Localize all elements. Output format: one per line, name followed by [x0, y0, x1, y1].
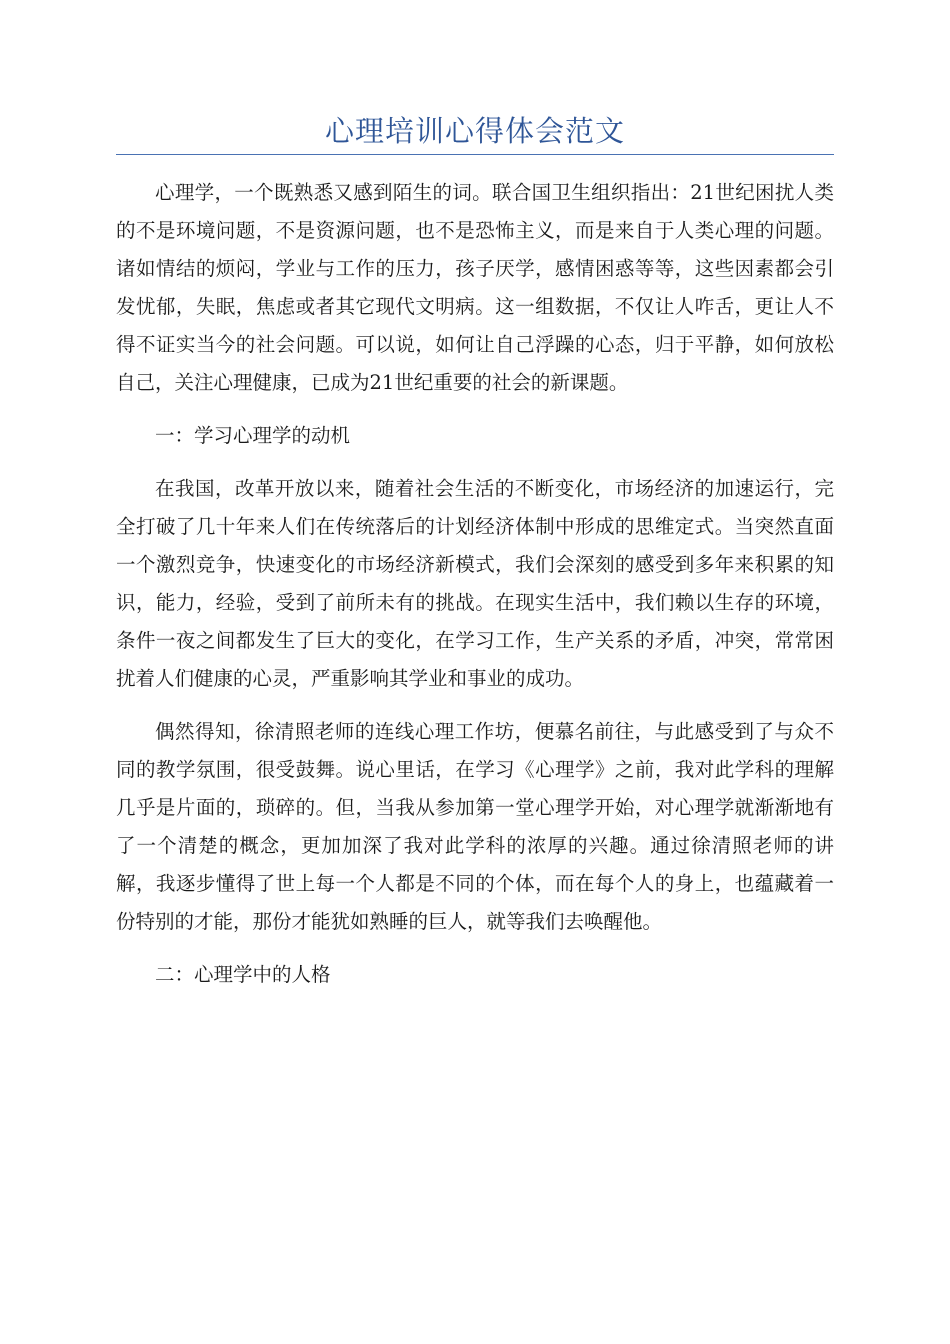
- section-heading-motivation: 一：学习心理学的动机: [155, 424, 351, 447]
- paragraph-workshop: 偶然得知，徐清照老师的连线心理工作坊，便慕名前往，与此感受到了与众不同的教学氛围，很受鼓舞。说心里话，在学习《心理学》之前，我对此学科的理解几乎是片面的，琐碎的。但，当我从参加第一堂心理学开始，对心理学就渐渐地有了一个清楚的概念，更加加深了我对此学科的浓厚的兴趣。通过徐清照老师的讲解，我逐步懂得了世上每一个人都是不同的个体，而在每个人的身上，也蕴藏着一份特别的才能，那份才能犹如熟睡的巨人，就等我们去唤醒他。: [116, 720, 834, 933]
- paragraph-intro: 心理学，一个既熟悉又感到陌生的词。联合国卫生组织指出：21世纪困扰人类的不是环境问题，不是资源问题，也不是恐怖主义，而是来自于人类心理的问题。诸如情结的烦闷，学业与工作的压力，孩子厌学，感情困惑等等，这些因素都会引发忧郁，失眠，焦虑或者其它现代文明病。这一组数据，不仅让人咋舌，更让人不得不证实当今的社会问题。可以说，如何让自己浮躁的心态，归于平静，如何放松自己，关注心理健康，已成为21世纪重要的社会的新课题。: [116, 181, 834, 394]
- section-heading-personality: 二：心理学中的人格: [155, 963, 331, 986]
- document-body: [116, 174, 834, 1009]
- paragraph-reform: 在我国，改革开放以来，随着社会生活的不断变化，市场经济的加速运行，完全打破了几十年来人们在传统落后的计划经济体制中形成的思维定式。当突然直面一个激烈竞争，快速变化的市场经济新模式，我们会深刻的感受到多年来积累的知识，能力，经验，受到了前所未有的挑战。在现实生活中，我们赖以生存的环境，条件一夜之间都发生了巨大的变化，在学习工作，生产关系的矛盾，冲突，常常困扰着人们健康的心灵，严重影响其学业和事业的成功。: [116, 477, 834, 690]
- document-title: 心理培训心得体会范文: [324, 114, 625, 148]
- title-underline: [116, 154, 834, 155]
